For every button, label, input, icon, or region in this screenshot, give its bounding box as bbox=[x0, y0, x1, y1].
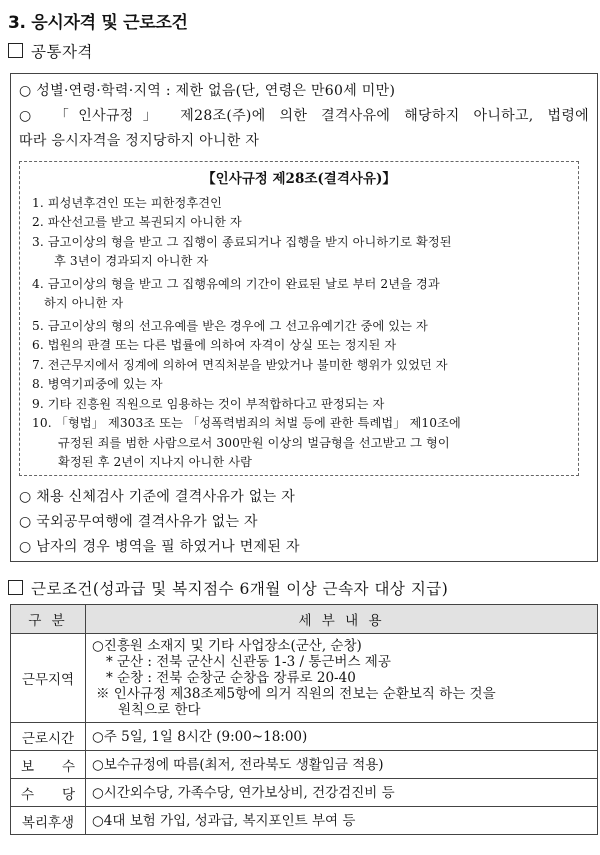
reference-line: 8. 병역기피중에 있는 자 bbox=[32, 377, 163, 391]
row-label-allowance bbox=[11, 779, 86, 807]
content-line: ○진흥원 소재지 및 기타 사업장소(군산, 순창) bbox=[92, 638, 362, 654]
reference-line: 하지 아니한 자 bbox=[44, 296, 124, 310]
row-label-work-hours: 근로시간 bbox=[11, 723, 86, 751]
reference-title: 【인사규정 제28조(결격사유)】 bbox=[202, 171, 396, 187]
table-row bbox=[11, 807, 598, 835]
reference-line: 9. 기타 진흥원 직원으로 임용하는 것이 부적합하다고 판정되는 자 bbox=[32, 397, 385, 411]
qualification-item-overseas-travel: ○ 국외공무여행에 결격사유가 없는 자 bbox=[19, 514, 258, 530]
content-line: ○보수규정에 따름(최저, 전라북도 생활임금 적용) bbox=[92, 756, 384, 773]
content-line: * 군산 : 전북 군산시 신관동 1-3 / 통근버스 제공 bbox=[106, 654, 391, 670]
content-line: * 순창 : 전북 순창군 순창읍 장류로 20-40 bbox=[106, 670, 356, 686]
label-char: 수 bbox=[21, 786, 35, 803]
table-row bbox=[11, 751, 598, 779]
reference-line: 2. 파산선고를 받고 복권되지 아니한 자 bbox=[32, 215, 242, 229]
row-label-welfare: 복리후생 bbox=[11, 807, 86, 835]
row-content-salary bbox=[86, 751, 598, 779]
table-row bbox=[11, 723, 598, 751]
label-char: 보 bbox=[21, 758, 35, 775]
reference-line: 10. 「형법」 제303조 또는 「성폭력범죄의 처벌 등에 관한 특례법」 제10조에 bbox=[32, 416, 461, 430]
row-label-work-location: 근무지역 bbox=[11, 634, 86, 723]
checkbox-square-icon bbox=[8, 580, 23, 595]
content-line: ※ 인사규정 제38조제5항에 의거 직원의 전보는 순환보직 하는 것을 bbox=[96, 686, 496, 702]
row-content-welfare bbox=[86, 807, 598, 835]
reference-line: 확정된 후 2년이 지나지 아니한 사람 bbox=[58, 455, 252, 469]
checkbox-square-icon bbox=[8, 43, 23, 58]
content-line: ○주 5일, 1일 8시간 (9:00~18:00) bbox=[92, 728, 308, 745]
reference-line: 4. 금고이상의 형을 받고 그 집행유예의 기간이 완료된 날로 부터 2년을 경과 bbox=[32, 277, 440, 291]
table-row bbox=[11, 779, 598, 807]
qualification-item-gender-age: ○ 성별·연령·학력·지역 : 제한 없음(단, 연령은 만60세 미만) bbox=[19, 83, 396, 99]
header-details: 세 부 내 용 bbox=[86, 605, 598, 634]
row-label-salary bbox=[11, 751, 86, 779]
content-line: 원칙으로 한다 bbox=[118, 702, 201, 718]
reference-line: 규정된 죄를 범한 사람으로서 300만원 이상의 벌금형을 선고받고 그 형이 bbox=[58, 436, 450, 450]
qualification-item-health-check: ○ 채용 신체검사 기준에 결격사유가 없는 자 bbox=[19, 489, 296, 505]
section-title: 3. 응시자격 및 근로조건 bbox=[8, 13, 188, 33]
work-conditions-table bbox=[10, 604, 598, 835]
work-conditions-heading-text: 근로조건(성과급 및 복지점수 6개월 이상 근속자 대상 지급) bbox=[31, 580, 449, 598]
label-char: 수 bbox=[61, 758, 75, 775]
reference-line: 후 3년이 경과되지 아니한 자 bbox=[54, 254, 209, 268]
content-line: ○시간외수당, 가족수당, 연가보상비, 건강검진비 등 bbox=[92, 784, 395, 801]
row-content-work-location bbox=[86, 634, 598, 723]
label-char: 당 bbox=[61, 786, 75, 803]
row-content-allowance bbox=[86, 779, 598, 807]
content-line: ○4대 보험 가입, 성과급, 복지포인트 부여 등 bbox=[92, 812, 356, 829]
work-conditions-heading bbox=[8, 577, 448, 599]
common-qualification-heading bbox=[8, 40, 93, 62]
reference-line: 1. 피성년후견인 또는 피한정후견인 bbox=[32, 196, 222, 210]
reference-line: 5. 금고이상의 형의 선고유예를 받은 경우에 그 선고유예기간 중에 있는 자 bbox=[32, 319, 428, 333]
qualification-item-military: ○ 남자의 경우 병역을 필 하였거나 면제된 자 bbox=[19, 539, 300, 555]
qualification-item-personnel-rules-cont: 따라 응시자격을 정지당하지 아니한 자 bbox=[19, 133, 260, 149]
header-category: 구 분 bbox=[11, 605, 86, 634]
table-row bbox=[11, 634, 598, 723]
disqualification-reference-box bbox=[19, 161, 579, 476]
table-header-row bbox=[11, 605, 598, 634]
reference-line: 6. 법원의 판결 또는 다른 법률에 의하여 자격이 상실 또는 정지된 자 bbox=[32, 338, 397, 352]
reference-line: 7. 전근무지에서 징계에 의하여 면직처분을 받았거나 불미한 행위가 있었던 자 bbox=[32, 358, 448, 372]
reference-line: 3. 금고이상의 형을 받고 그 집행이 종료되거나 집행을 받지 아니하기로 확정된 bbox=[32, 235, 452, 249]
row-content-work-hours bbox=[86, 723, 598, 751]
common-qualification-heading-text: 공통자격 bbox=[31, 43, 93, 61]
qualification-item-personnel-rules: ○ 「인사규정」 제28조(주)에 의한 결격사유에 해당하지 아니하고, 법령에 bbox=[19, 108, 589, 124]
